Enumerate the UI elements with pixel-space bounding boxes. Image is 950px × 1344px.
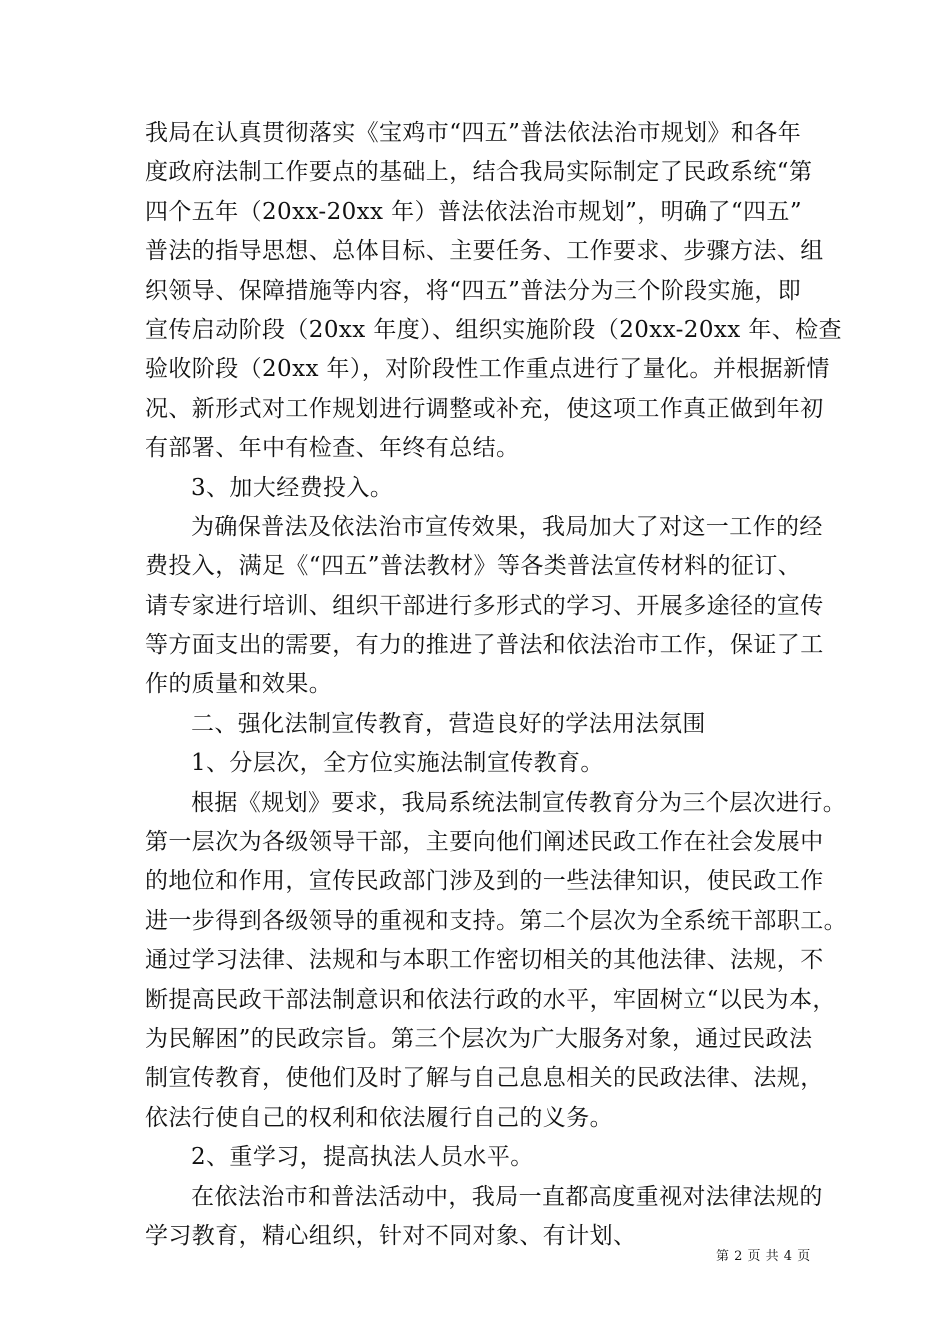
text-line: 2、重学习，提高执法人员水平。 (191, 1144, 534, 1171)
text-line: 费投入，满足《“四五”普法教材》等各类普法宣传材料的征订、 (145, 553, 802, 580)
text-line: 的地位和作用，宣传民政部门涉及到的一些法律知识，使民政工作 (145, 868, 824, 895)
text-line: 为确保普法及依法治市宣传效果，我局加大了对这一工作的经 (191, 513, 823, 540)
text-line: 依法行使自己的权利和依法履行自己的义务。 (145, 1104, 613, 1131)
text-line: 普法的指导思想、总体目标、主要任务、工作要求、步骤方法、组 (145, 238, 824, 265)
text-line: 验收阶段（20xx 年），对阶段性工作重点进行了量化。并根据新情 (145, 356, 830, 383)
text-line: 等方面支出的需要，有力的推进了普法和依法治市工作，保证了工 (145, 632, 824, 659)
text-line: 请专家进行培训、组织干部进行多形式的学习、开展多途径的宣传 (145, 592, 824, 619)
text-line: 学习教育，精心组织，针对不同对象、有计划、 (145, 1222, 637, 1249)
text-line: 四个五年（20xx-20xx 年）普法依法治市规划”，明确了“四五” (145, 198, 802, 225)
text-line: 3、加大经费投入。 (191, 474, 394, 501)
text-line: 通过学习法律、法规和与本职工作密切相关的其他法律、法规，不 (145, 947, 824, 974)
text-line: 有部署、年中有检查、年终有总结。 (145, 435, 520, 462)
page-number: 第 2 页 共 4 页 (716, 1249, 811, 1264)
text-line: 况、新形式对工作规划进行调整或补充，使这项工作真正做到年初 (145, 395, 824, 422)
text-line: 第一层次为各级领导干部，主要向他们阐述民政工作在社会发展中 (145, 829, 824, 856)
text-line: 我局在认真贯彻落实《宝鸡市“四五”普法依法治市规划》和各年 (145, 120, 802, 146)
text-line: 织领导、保障措施等内容，将“四五”普法分为三个阶段实施，即 (145, 277, 802, 304)
text-line: 制宣传教育，使他们及时了解与自己息息相关的民政法律、法规， (145, 1065, 824, 1092)
text-line: 1、分层次，全方位实施法制宣传教育。 (191, 750, 604, 777)
text-line: 根据《规划》要求，我局系统法制宣传教育分为三个层次进行。 (191, 789, 847, 816)
document-body (145, 114, 847, 1256)
text-line: 断提高民政干部法制意识和依法行政的水平，牢固树立“以民为本， (145, 986, 836, 1013)
text-line: 在依法治市和普法活动中，我局一直都高度重视对法律法规的 (191, 1183, 823, 1210)
text-line: 宣传启动阶段（20xx 年度）、组织实施阶段（20xx-20xx 年、检查 (145, 316, 842, 343)
text-line: 为民解困”的民政宗旨。第三个层次为广大服务对象，通过民政法 (145, 1025, 813, 1052)
text-line: 二、强化法制宣传教育，营造良好的学法用法氛围 (191, 710, 706, 737)
text-line: 进一步得到各级领导的重视和支持。第二个层次为全系统干部职工。 (145, 907, 847, 934)
text-line: 度政府法制工作要点的基础上，结合我局实际制定了民政系统“第 (145, 159, 813, 186)
text-line: 作的质量和效果。 (145, 671, 333, 698)
